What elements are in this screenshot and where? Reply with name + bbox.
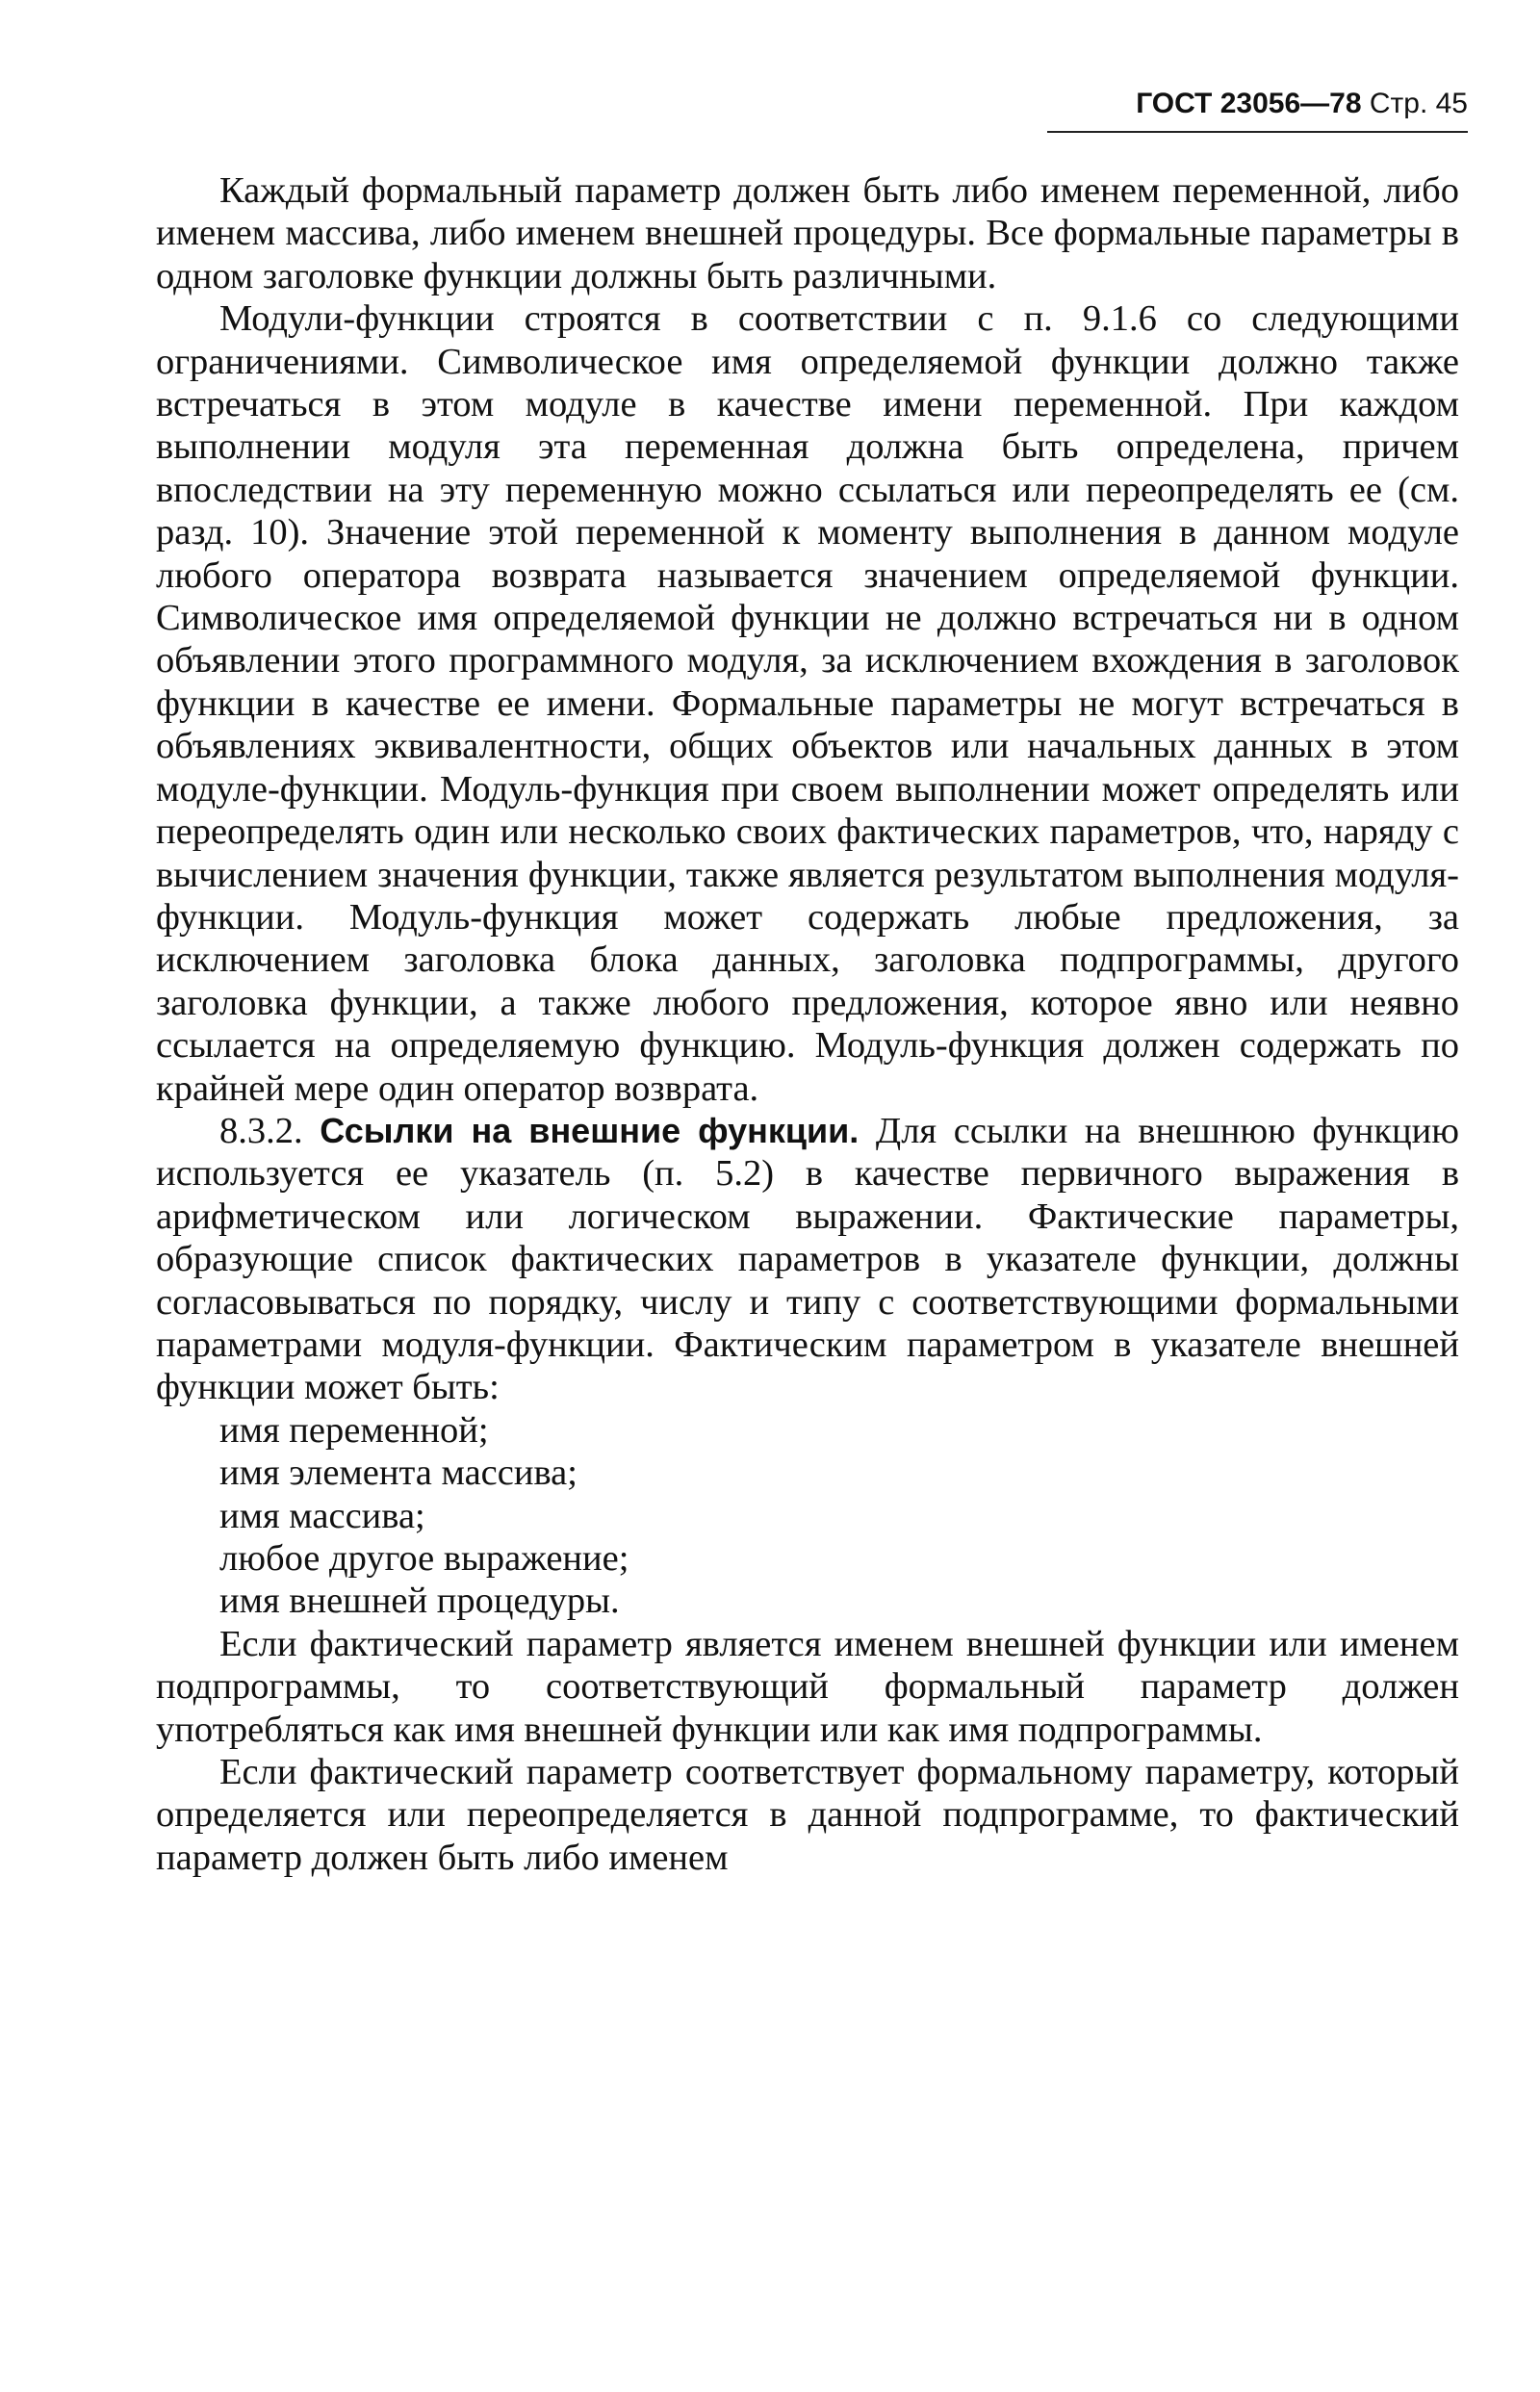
list-item: имя элемента массива; — [219, 1453, 578, 1494]
header-rule — [1047, 131, 1468, 133]
list-item: имя массива; — [219, 1495, 425, 1536]
section-number: 8.3.2. — [219, 1110, 321, 1151]
list-item: имя переменной; — [219, 1409, 489, 1451]
page-number: Стр. 45 — [1369, 88, 1468, 119]
page-header — [1044, 85, 1468, 123]
section-heading: Ссылки на внешние функции. — [320, 1110, 860, 1150]
section-text: Для ссылки на внешнюю функцию используется ее указатель (п. 5.2) в качестве первичного выражения в арифметическом или логическом выражении. Фактические параметры, образующие список фактических параметров в указателе функции, должны согласовываться по порядку, числу и типу с соответствующими формальными параметрами модуля-функции. Фактическим параметром в указателе внешней функции может быть: — [156, 1110, 1459, 1408]
actual-parameter-list — [156, 1409, 1459, 1623]
standard-number: ГОСТ 23056—78 — [1136, 88, 1362, 119]
document-body — [156, 169, 1459, 1879]
list-item: имя внешней процедуры. — [219, 1581, 620, 1622]
paragraph-redefined-parameter: Если фактический параметр соответствует формальному параметру, который определяется или переопределяется в данной подпрограмме, то фактический параметр должен быть либо именем — [156, 1752, 1459, 1878]
paragraph-formal-parameters: Каждый формальный параметр должен быть либо именем переменной, либо именем массива, либо именем внешней процедуры. Все формальные параметры в одном заголовке функции должны быть различными. — [156, 170, 1459, 296]
paragraph-function-modules: Модули-функции строятся в соответствии с п. 9.1.6 со следующими ограничениями. Символическое имя определяемой функции должно также встречаться в этом модуле в качестве имени переменной. При каждом выполнении модуля эта переменная должна быть определена, причем впоследствии на эту переменную можно ссылаться или переопределять ее (см. разд. 10). Значение этой переменной к моменту выполнения в данном модуле любого оператора возврата называется значением определяемой функции. Символическое имя определяемой функции не должно встречаться ни в одном объявлении этого программного модуля, за исключением вхождения в заголовок функции в качестве ее имени. Формальные параметры не могут встречаться в объявлениях эквивалентности, общих объектов или начальных данных в этом модуле-функции. Модуль-функция при своем выполнении может определять или переопределять один или несколько своих фактических параметров, что, наряду с вычислением значения функции, также является результатом выполнения модуля-функции. Модуль-функция может содержать любые предложения, за исключением заголовка блока данных, заголовка подпрограммы, другого заголовка функции, а также любого предложения, которое явно или неявно ссылается на определяемую функцию. Модуль-функция должен содержать по крайней мере один оператор возврата. — [156, 298, 1459, 1109]
paragraph-external-name-parameter: Если фактический параметр является именем внешней функции или именем подпрограммы, то соответствующий формальный параметр должен употребляться как имя внешней функции или как имя подпрограммы. — [156, 1623, 1459, 1750]
list-item: любое другое выражение; — [219, 1538, 629, 1579]
paragraph-external-function-references — [156, 1110, 1459, 1409]
